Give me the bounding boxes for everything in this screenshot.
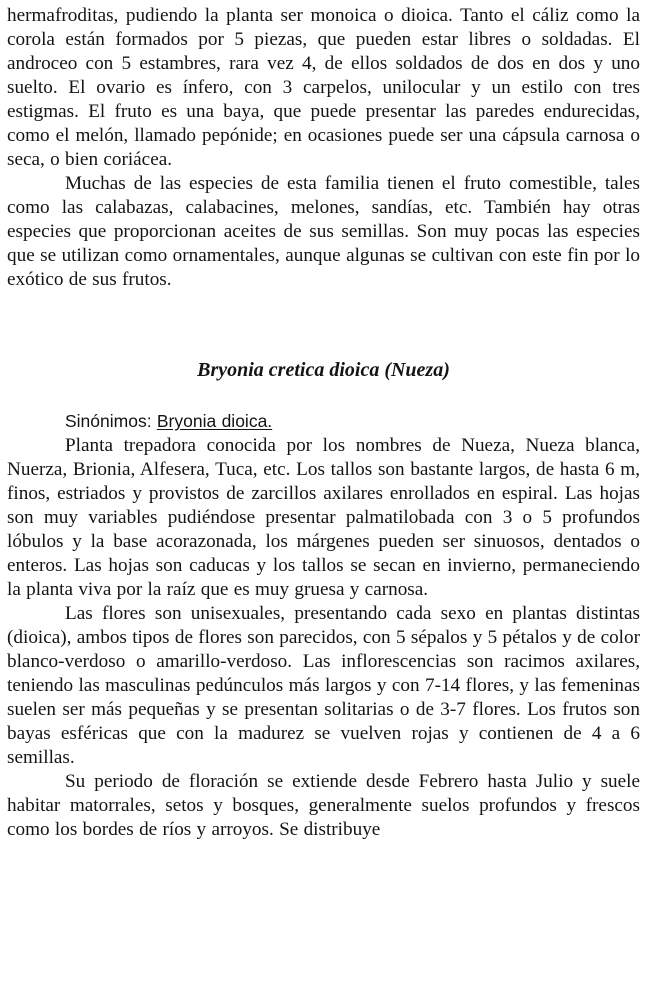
paragraph-habitat: Su periodo de floración se extiende desde Febrero hasta Julio y suele habitar matorrales, setos y bosques, generalmente suelos profundos y frescos como los bordes de ríos y arroyos. Se distribuye [7, 771, 640, 840]
synonyms-value: Bryonia dioica. [156, 411, 273, 431]
intro-paragraph-1: hermafroditas, pudiendo la planta ser monoica o dioica. Tanto el cáliz como la corola están formados por 5 piezas, que pueden estar libres o soldadas. El androceo con 5 estambres, rara vez 4, de ellos soldados de dos en dos y uno suelto. El ovario es ínfero, con 3 carpelos, unilocular y un estilo con tres estigmas. El fruto es una baya, que puede presentar las paredes endurecidas, como el melón, llamado pepónide; en ocasiones puede ser una cápsula carnosa o seca, o bien coriácea. [7, 5, 640, 170]
section-title: Bryonia cretica dioica (Nueza) [197, 359, 450, 381]
intro-paragraph-2: Muchas de las especies de esta familia tienen el fruto comestible, tales como las calabazas, calabacines, melones, sandías, etc. También hay otras especies que proporcionan aceites de sus semillas. Son muy pocas las especies que se utilizan como ornamentales, aunque algunas se cultivan con este fin por lo exótico de sus frutos. [7, 173, 640, 290]
title-spacer [7, 382, 640, 409]
document-page [7, 4, 640, 842]
synonyms-line [7, 409, 640, 434]
synonyms-label: Sinónimos: [65, 411, 152, 431]
paragraph-flowers: Las flores son unisexuales, presentando cada sexo en plantas distintas (dioica), ambos tipos de flores son parecidos, con 5 sépalos y 5 pétalos y de color blanco-verdoso o amarillo-verdoso. Las inflorescencias son racimos axilares, teniendo las masculinas pedúnculos más largos y con 7-14 flores, y las femeninas suelen ser más pequeñas y se presentan solitarias o de 3-7 flores. Los frutos son bayas esféricas que con la madurez se vuelven rojas y contienen de 4 a 6 semillas. [7, 603, 640, 768]
paragraph-description: Planta trepadora conocida por los nombres de Nueza, Nueza blanca, Nuerza, Brionia, Alfesera, Tuca, etc. Los tallos son bastante largos, de hasta 6 m, finos, estriados y provistos de zarcillos axilares enrollados en espiral. Las hojas son muy variables pudiéndose presentar palmatilobada con 3 o 5 profundos lóbulos y la base acorazonada, los márgenes pueden ser sinuosos, dentados o enteros. Las hojas son caducas y los tallos se secan en invierno, permaneciendo la planta viva por la raíz que es muy gruesa y carnosa. [7, 435, 640, 600]
section-spacer [7, 292, 640, 358]
